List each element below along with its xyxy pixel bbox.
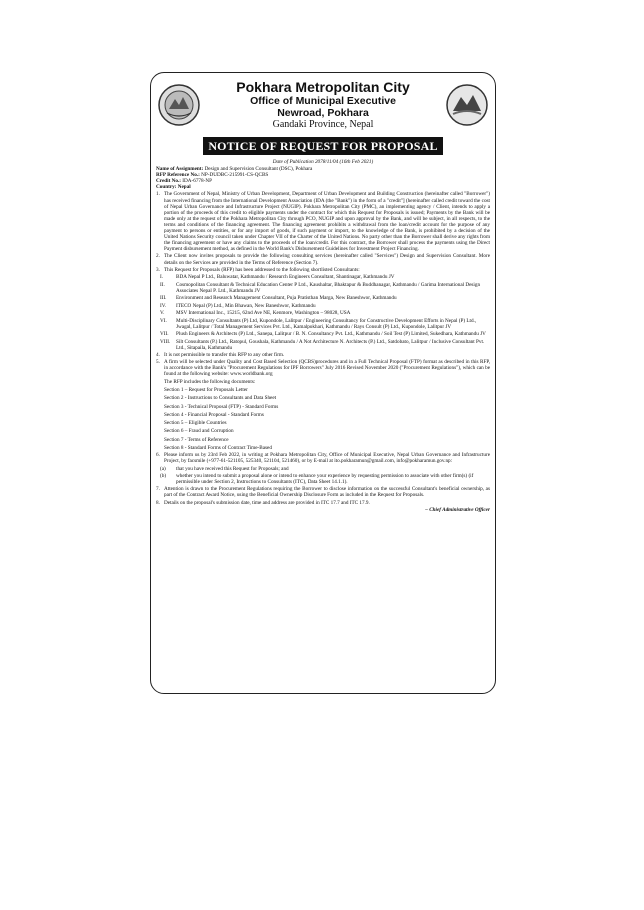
list-item: Section 5 – Eligible Countries — [164, 420, 227, 427]
office-name: Office of Municipal Executive — [250, 95, 396, 107]
consultant-list — [156, 274, 490, 351]
list-item: II. Cosmopolitan Consultant & Technical Education Center P Ltd., Kaushaltar, Bhaktapur & Buddhanagar, Kathmandu / Garima International Design Associates Nepal P. Ltd., Kathmandu JV — [160, 281, 481, 294]
notice-frame — [150, 72, 496, 694]
list-item: I. BDA Nepal P Ltd., Baluwatar, Kathmandu / Research Engineers Consultant, Shantinagar, Kathmandu JV — [160, 274, 395, 281]
notice-header — [151, 79, 495, 131]
notice-banner: NOTICE OF REQUEST FOR PROPOSAL — [203, 137, 443, 155]
list-item: V. MSV International Inc., 15215, 62nd Ave NE, Kenmore, Washington – 98028, USA — [160, 310, 351, 317]
sub-item-a: (a) that you have received this Request for Proposals; and — [160, 465, 289, 472]
meta-block — [156, 166, 490, 190]
assignment-line: Name of Assignment: Design and Supervision Consultant (DSC), Pokhara — [156, 166, 313, 173]
documents-list — [156, 387, 490, 451]
rfp-ref-line: RFP Reference No.: NP-DUDBC-215991-CS-QCBS — [156, 172, 269, 179]
list-item: III. Environment and Research Management Consultant, Puja Pratisthan Marga, New Baneshwor, Kathmandu — [160, 295, 397, 302]
paragraph-5: 5. A firm will be selected under Quality and Cost Based Selection (QCBS)procedures and in a Full Technical Proposal (FTP) format as described in this RFP, in accordance with the Bank's "Procurement Regulations for IPF Borrowers" July 2016 Revised November 2020 ("Procurement Regulations"), which can be found at the following website: www.worldbank.org — [156, 358, 490, 378]
notice-body — [156, 159, 490, 513]
signature: – Chief Administrative Officer — [425, 506, 490, 513]
list-item: Section 1 – Request for Proposals Letter — [164, 387, 248, 393]
province: Gandaki Province, Nepal — [272, 119, 374, 130]
paragraph-8: 8. Details on the proposal's submission date, time and address are provided in ITC 17.7 and ITC 17.9. — [156, 499, 370, 506]
paragraph-7: 7. Attention is drawn to the Procurement Regulations requiring the Borrower to disclose information on the successful Consultant's beneficial ownership, as part of the Contract Award Notice, using the Beneficial Ownership Disclosure Form as included in the Request for Proposals. — [156, 486, 490, 499]
paragraph-2: 2. The Client now invites proposals to provide the following consulting services (hereinafter called "Services") Design and Supervision Consultant. More details on the Services are provided in the Terms of Reference (Section 7). — [156, 253, 490, 266]
list-item: Section 3 - Technical Proposal (FTP) - Standard Forms — [164, 403, 279, 410]
org-name: Pokhara Metropolitan City — [236, 79, 410, 95]
list-item: Section 4 - Financial Proposal - Standard Forms — [164, 411, 264, 418]
list-item: VII. Plush Engineers & Architects (P) Ltd., Sanepa, Lalitpur / B. N. Consultancy Pvt. Ltd., Kathmandu / Soil Test (P) Limited, Sukedhara, Kathmandu JV — [160, 331, 486, 338]
credit-line: Credit No.: IDA-6778-NP — [156, 178, 212, 185]
list-item: VI. Multi-Disciplinary Consultants (P) Ltd, Kupondole, Lalitpur / Engineering Consultancy for Constructive Development Efforts in Nepal (P) Ltd., Jwagal, Lalitpur / Total Management Services Pvt. Ltd., Kamalpokhari, Kathmandu / Rays Consult (P) Ltd., Kupondole, Lalitpur JV — [160, 317, 477, 330]
office-address: Newroad, Pokhara — [277, 107, 369, 119]
list-item: VIII. Silt Consultants (P.) Ltd., Ratopul, Goushala, Kathmandu / A Not Architecture N. Architects (P.) Ltd., Satdobato, Lalitpur / Inclusive Consultant Pvt. Ltd., Sitapaila, Kathmandu — [160, 338, 485, 351]
documents-intro: The RFP includes the following documents: — [164, 378, 256, 385]
paragraph-6: 6. Please inform us by 23rd Feb 2022, in writing at Pokhara Metropolitan City, Office of Municipal Executive, Nepal Urban Governance and Infrastructure Project, by facsmile (+977-61-521105, 525340, 521104, 521460), or by E-mail at ito.pokharamun@gmail.com, info@pokharamun.gov.np: — [156, 452, 490, 465]
paragraph-3: 3. This Request for Proposals (RFP) has been addressed to the following shortlisted Consultants: — [156, 266, 360, 273]
publication-date: Date of Publication 2078/11/04 (16th Feb 2021) — [272, 159, 374, 165]
list-item: Section 2 - Instructions to Consultants and Data Sheet — [164, 395, 277, 402]
paragraph-4: 4. It is not permissible to transfer this RFP to any other firm. — [156, 351, 285, 358]
sub-item-b: (b) whether you intend to submit a proposal alone or intend to enhance your experience by requesting permission to associate with other firm(s) (if permissible under Section 2, Instructions to Consultants (ITC), Data Sheet 14.1.1). — [160, 473, 474, 486]
list-item: Section 8 - Standard Forms of Contract Time-Based — [164, 444, 272, 451]
list-item: IV. ITECO Nepal (P) Ltd., Min Bhawan, New Baneshwor, Kathmandu — [160, 302, 316, 309]
list-item: Section 7 - Terms of Reference — [164, 436, 229, 443]
paragraph-1: 1. The Government of Nepal, Ministry of Urban Development, Department of Urban Development and Building Construction (hereinafter called "Borrower") has received financing from the International Development Association (IDA (the "Bank") in the form of a "credit"] (hereinafter called credit toward the cost of Nepal Urban Governance and Infrastructure Project (NUGIP). Pokhara Metropolitan City (PMC), an implementing agency / Client, intends to apply a portion of the proceeds of this credit to eligible payments under the contract for which this Request for Proposals is issued; Payments by the Bank will be made only at the request of the Pokhara Metropolitan City through PCO, NUGIP and upon approval by the Bank, and will be subject, in all respects, to the terms and conditions of the financing agreement. The financing agreement prohibits a withdrawal from the loan/credit account for the purpose of any payment to persons or entities, or for any import of goods, if such payment or import, to the knowledge of the Bank, is prohibited by a decision of the United Nations Security council taken under Chapter VII of the Charter of the United Nations. No party other than the Borrower shall derive any rights from the financing agreement or have any claims to the proceeds of the loan/credit. For this contract, the Borrower shall process the payments using the Direct Payment disbursement method, as defined in the World Bank's Disbursement Guidelines for Investment Project Financing. — [156, 191, 490, 253]
country-line: Country: Nepal — [156, 184, 191, 191]
list-item: Section 6 – Fraud and Corruption — [164, 428, 234, 435]
